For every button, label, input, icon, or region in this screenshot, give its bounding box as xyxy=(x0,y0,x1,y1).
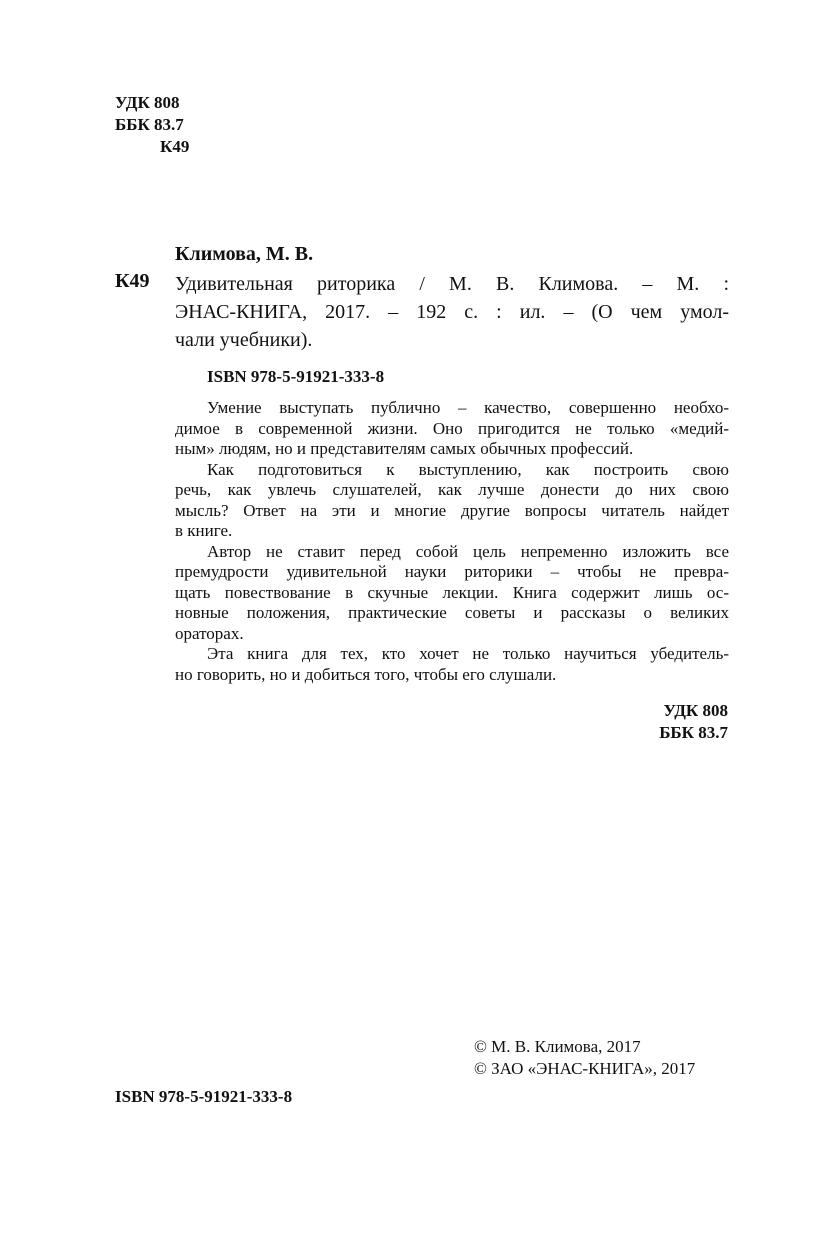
biblio-line: Удивительная риторика / М. В. Климова. – М. : xyxy=(175,273,729,295)
annotation-line: димое в современной жизни. Оно пригодится не только «медий- xyxy=(175,418,729,438)
annotation-line: щать повествование в скучные лекции. Книга содержит лишь ос- xyxy=(175,582,729,602)
author-mark-code: К49 xyxy=(160,137,190,156)
bibliographic-description xyxy=(175,270,729,354)
annotation-line: ным» людям, но и представителям самых обычных профессий. xyxy=(175,439,634,458)
classification-codes-top xyxy=(115,92,189,158)
biblio-line: чали учебники). xyxy=(175,329,313,351)
author-mark: К49 xyxy=(115,270,150,292)
annotation-line: Как подготовиться к выступлению, как построить свою xyxy=(207,459,729,479)
copyright-publisher: © ЗАО «ЭНАС-КНИГА», 2017 xyxy=(474,1059,696,1078)
isbn-bottom: ISBN 978-5-91921-333-8 xyxy=(115,1087,293,1106)
annotation-line: в книге. xyxy=(175,521,233,540)
classification-codes-right xyxy=(560,700,728,744)
annotation-line: речь, как увлечь слушателей, как лучше донести до них свою xyxy=(175,480,729,499)
biblio-line: ЭНАС-КНИГА, 2017. – 192 с. : ил. – (О чем умол- xyxy=(175,301,729,323)
copyright-notices xyxy=(474,1036,695,1080)
bbk-code: ББК 83.7 xyxy=(115,115,184,134)
annotation-line: но говорить, но и добиться того, чтобы его слушали. xyxy=(175,664,557,684)
annotation-line: мысль? Ответ на эти и многие другие вопросы читатель найдет xyxy=(175,500,729,520)
annotation-line: премудрости удивительной науки риторики – чтобы не превра- xyxy=(175,562,729,581)
annotation-line: ораторах. xyxy=(175,623,244,643)
copyright-author: © М. В. Климова, 2017 xyxy=(474,1037,641,1056)
bbk-code-right: ББК 83.7 xyxy=(659,723,728,742)
annotation-text xyxy=(175,398,729,685)
annotation-line: Автор не ставит перед собой цель непременно изложить все xyxy=(207,541,729,561)
author-heading: Климова, М. В. xyxy=(175,243,314,265)
udk-code: УДК 808 xyxy=(115,93,180,112)
udk-code-right: УДК 808 xyxy=(663,701,728,720)
isbn-main: ISBN 978-5-91921-333-8 xyxy=(207,367,385,386)
annotation-line: Эта книга для тех, кто хочет не только научиться убедитель- xyxy=(207,644,729,663)
annotation-line: новные положения, практические советы и рассказы о великих xyxy=(175,603,729,622)
annotation-line: Умение выступать публично – качество, совершенно необхо- xyxy=(207,398,729,417)
